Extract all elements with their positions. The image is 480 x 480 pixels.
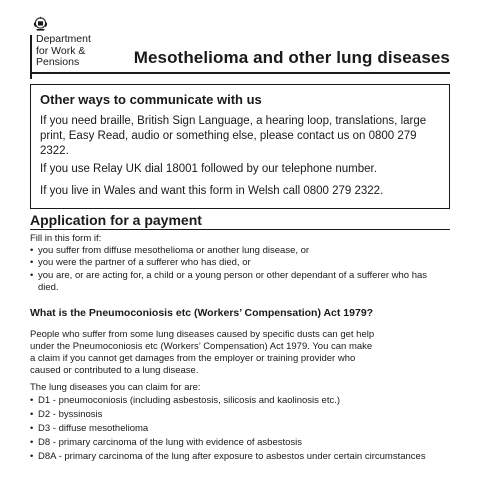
application-heading: Application for a payment <box>30 212 202 228</box>
org-name-line-3: Pensions <box>36 56 80 68</box>
form-title: Mesothelioma and other lung diseases <box>133 48 450 67</box>
act-paragraph: People who suffer from some lung diseases caused by specific dusts can get help under the Pneumoconiosis etc (Workers’ Compensation) Act 1979. You can make a claim if you cannot get damages from the employer or training provider who caused or contributed to a lung disease. <box>30 329 375 376</box>
list-item: • D8 - primary carcinoma of the lung with evidence of asbestosis <box>30 437 430 449</box>
communicate-paragraph-relay: If you use Relay UK dial 18001 followed by our telephone number. <box>40 163 377 175</box>
communicate-paragraph-formats: If you need braille, British Sign Language, a hearing loop, translations, large print, Easy Read, audio or something else, please contact us on 0800 279 2322. <box>40 115 427 157</box>
diseases-list <box>30 395 430 465</box>
list-item: • D8A - primary carcinoma of the lung after exposure to asbestos under certain circumstances <box>30 451 430 463</box>
list-item: • D2 - byssinosis <box>30 409 430 421</box>
act-heading: What is the Pneumoconiosis etc (Workers’ Compensation) Act 1979? <box>30 307 374 319</box>
eligibility-list <box>30 245 430 294</box>
communicate-box <box>30 84 450 209</box>
title-rule <box>30 72 450 74</box>
diseases-intro: The lung diseases you can claim for are: <box>30 382 201 393</box>
royal-crest-icon <box>32 14 49 32</box>
org-name-line-1: Department <box>36 33 91 45</box>
list-item: • you were the partner of a sufferer who has died, or <box>30 257 430 269</box>
org-name-line-2: for Work & <box>36 44 86 57</box>
communicate-paragraph-welsh: If you live in Wales and want this form in Welsh call 0800 279 2322. <box>40 185 384 197</box>
list-item: • D3 - diffuse mesothelioma <box>30 423 430 435</box>
list-item: • D1 - pneumoconiosis (including asbestosis, silicosis and kaolinosis etc.) <box>30 395 430 407</box>
fill-in-intro: Fill in this form if: <box>30 233 102 244</box>
list-item: • you are, or are acting for, a child or a young person or other dependant of a sufferer who has died. <box>30 270 430 294</box>
application-rule <box>30 229 450 230</box>
communicate-heading: Other ways to communicate with us <box>40 92 262 107</box>
list-item: • you suffer from diffuse mesothelioma or another lung disease, or <box>30 245 430 257</box>
org-name <box>36 34 91 69</box>
